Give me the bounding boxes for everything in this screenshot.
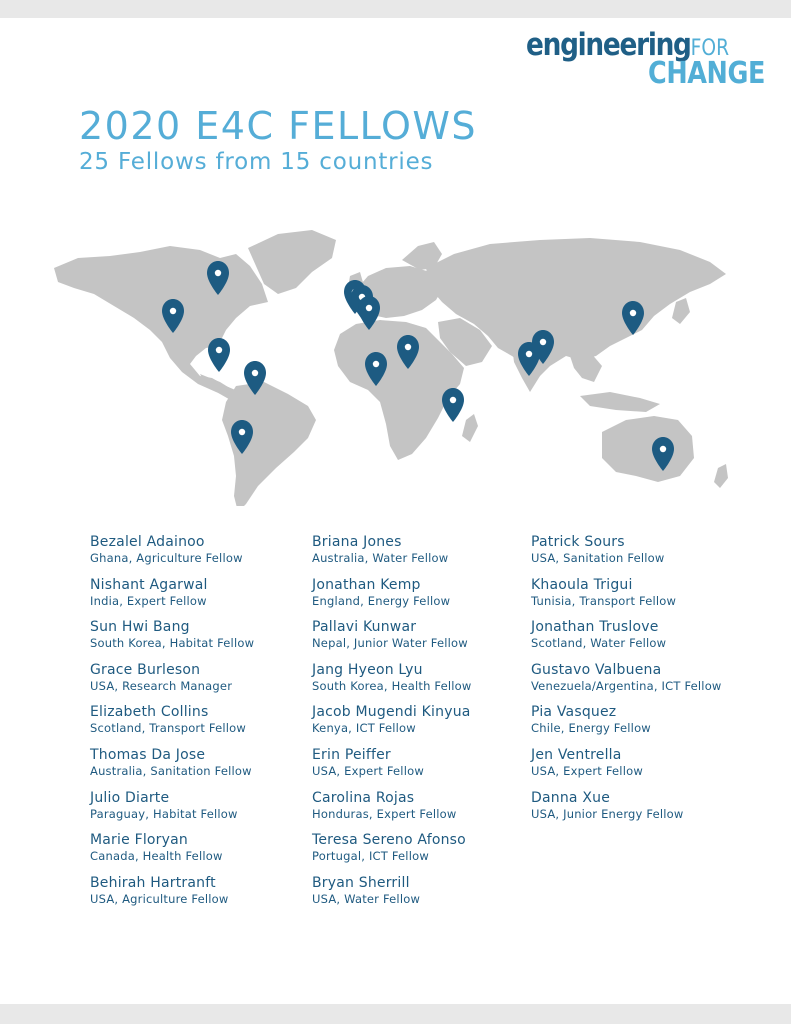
fellow-desc: Honduras, Expert Fellow xyxy=(312,806,457,821)
fellows-column-3 xyxy=(531,534,722,832)
pin-honduras xyxy=(208,338,230,372)
world-map-land xyxy=(54,230,728,506)
fellow-entry xyxy=(312,704,472,747)
fellow-desc: USA, Agriculture Fellow xyxy=(90,891,229,906)
fellow-desc: South Korea, Health Fellow xyxy=(312,678,472,693)
fellow-desc: Australia, Water Fellow xyxy=(312,551,449,565)
fellow-desc: Canada, Health Fellow xyxy=(90,849,223,864)
fellow-entry xyxy=(312,619,472,662)
fellow-entry xyxy=(90,747,254,790)
fellow-desc: England, Energy Fellow xyxy=(312,593,451,608)
fellow-desc: Tunisia, Transport Fellow xyxy=(531,593,677,608)
engineering-for-change-logo: engineeringFOR CHANGE xyxy=(526,27,765,91)
fellow-entry xyxy=(90,619,254,662)
pin-kenya xyxy=(442,388,464,422)
fellow-entry xyxy=(312,832,472,875)
fellow-entry xyxy=(90,704,254,747)
fellow-entry xyxy=(531,790,722,833)
fellow-name: Jacob Mugendi Kinyua xyxy=(312,704,471,721)
fellow-entry xyxy=(312,534,472,577)
fellow-desc: USA, Expert Fellow xyxy=(312,763,424,778)
fellows-column-2 xyxy=(312,534,472,917)
fellow-entry xyxy=(90,534,254,577)
fellow-name: Carolina Rojas xyxy=(312,789,415,806)
fellow-desc: USA, Research Manager xyxy=(90,678,233,693)
fellow-name: Jang Hyeon Lyu xyxy=(312,661,423,678)
fellow-name: Julio Diarte xyxy=(90,789,170,806)
fellow-desc: South Korea, Habitat Fellow xyxy=(90,636,255,651)
fellow-name: Patrick Sours xyxy=(531,534,625,550)
fellow-entry xyxy=(312,577,472,620)
page-title: 2020 E4C FELLOWS xyxy=(79,104,478,148)
fellow-name: Pallavi Kunwar xyxy=(312,619,417,636)
fellow-desc: Paraguay, Habitat Fellow xyxy=(90,806,238,821)
fellow-desc: USA, Expert Fellow xyxy=(531,763,643,778)
fellows-column-1 xyxy=(90,534,254,917)
page xyxy=(0,18,791,1004)
fellow-entry xyxy=(531,619,722,662)
fellow-entry xyxy=(531,662,722,705)
page-subtitle: 25 Fellows from 15 countries xyxy=(79,149,434,175)
fellow-entry xyxy=(531,534,722,577)
fellow-entry xyxy=(312,790,472,833)
fellow-desc: Ghana, Agriculture Fellow xyxy=(90,551,243,565)
fellow-name: Pia Vasquez xyxy=(531,704,617,721)
fellow-name: Khaoula Trigui xyxy=(531,576,633,593)
fellow-entry xyxy=(531,747,722,790)
fellow-entry xyxy=(531,577,722,620)
fellow-name: Jen Ventrella xyxy=(531,746,622,763)
fellow-entry xyxy=(90,662,254,705)
fellow-desc: USA, Water Fellow xyxy=(312,891,421,906)
world-map xyxy=(50,206,750,506)
fellow-name: Behirah Hartranft xyxy=(90,874,216,891)
fellow-desc: Nepal, Junior Water Fellow xyxy=(312,636,468,651)
fellow-entry xyxy=(90,577,254,620)
fellow-desc: Scotland, Water Fellow xyxy=(531,636,667,651)
fellow-desc: Venezuela/Argentina, ICT Fellow xyxy=(531,678,722,693)
fellow-desc: Portugal, ICT Fellow xyxy=(312,849,429,864)
fellow-name: Briana Jones xyxy=(312,534,402,550)
fellow-entry xyxy=(312,875,472,918)
fellow-desc: USA, Junior Energy Fellow xyxy=(531,806,684,821)
fellow-entry xyxy=(312,747,472,790)
fellow-name: Marie Floryan xyxy=(90,832,188,849)
fellow-entry xyxy=(312,662,472,705)
fellow-desc: India, Expert Fellow xyxy=(90,593,207,608)
fellow-name: Bezalel Adainoo xyxy=(90,534,205,550)
fellow-entry xyxy=(531,704,722,747)
fellow-name: Sun Hwi Bang xyxy=(90,619,190,636)
fellow-name: Teresa Sereno Afonso xyxy=(312,832,466,849)
fellow-name: Bryan Sherrill xyxy=(312,874,410,891)
fellow-name: Nishant Agarwal xyxy=(90,576,208,593)
fellow-entry xyxy=(90,875,254,918)
fellow-desc: USA, Sanitation Fellow xyxy=(531,551,665,565)
fellow-name: Thomas Da Jose xyxy=(90,746,206,763)
fellow-name: Erin Peiffer xyxy=(312,746,391,763)
fellow-name: Gustavo Valbuena xyxy=(531,661,662,678)
fellow-desc: Kenya, ICT Fellow xyxy=(312,721,416,736)
fellow-desc: Scotland, Transport Fellow xyxy=(90,721,247,736)
fellow-name: Jonathan Truslove xyxy=(531,619,659,636)
fellow-entry xyxy=(90,790,254,833)
fellow-name: Jonathan Kemp xyxy=(312,576,421,593)
fellow-name: Grace Burleson xyxy=(90,661,201,678)
fellow-desc: Chile, Energy Fellow xyxy=(531,721,651,736)
fellow-entry xyxy=(90,832,254,875)
fellow-name: Elizabeth Collins xyxy=(90,704,209,721)
fellow-desc: Australia, Sanitation Fellow xyxy=(90,763,252,778)
fellow-name: Danna Xue xyxy=(531,789,611,806)
